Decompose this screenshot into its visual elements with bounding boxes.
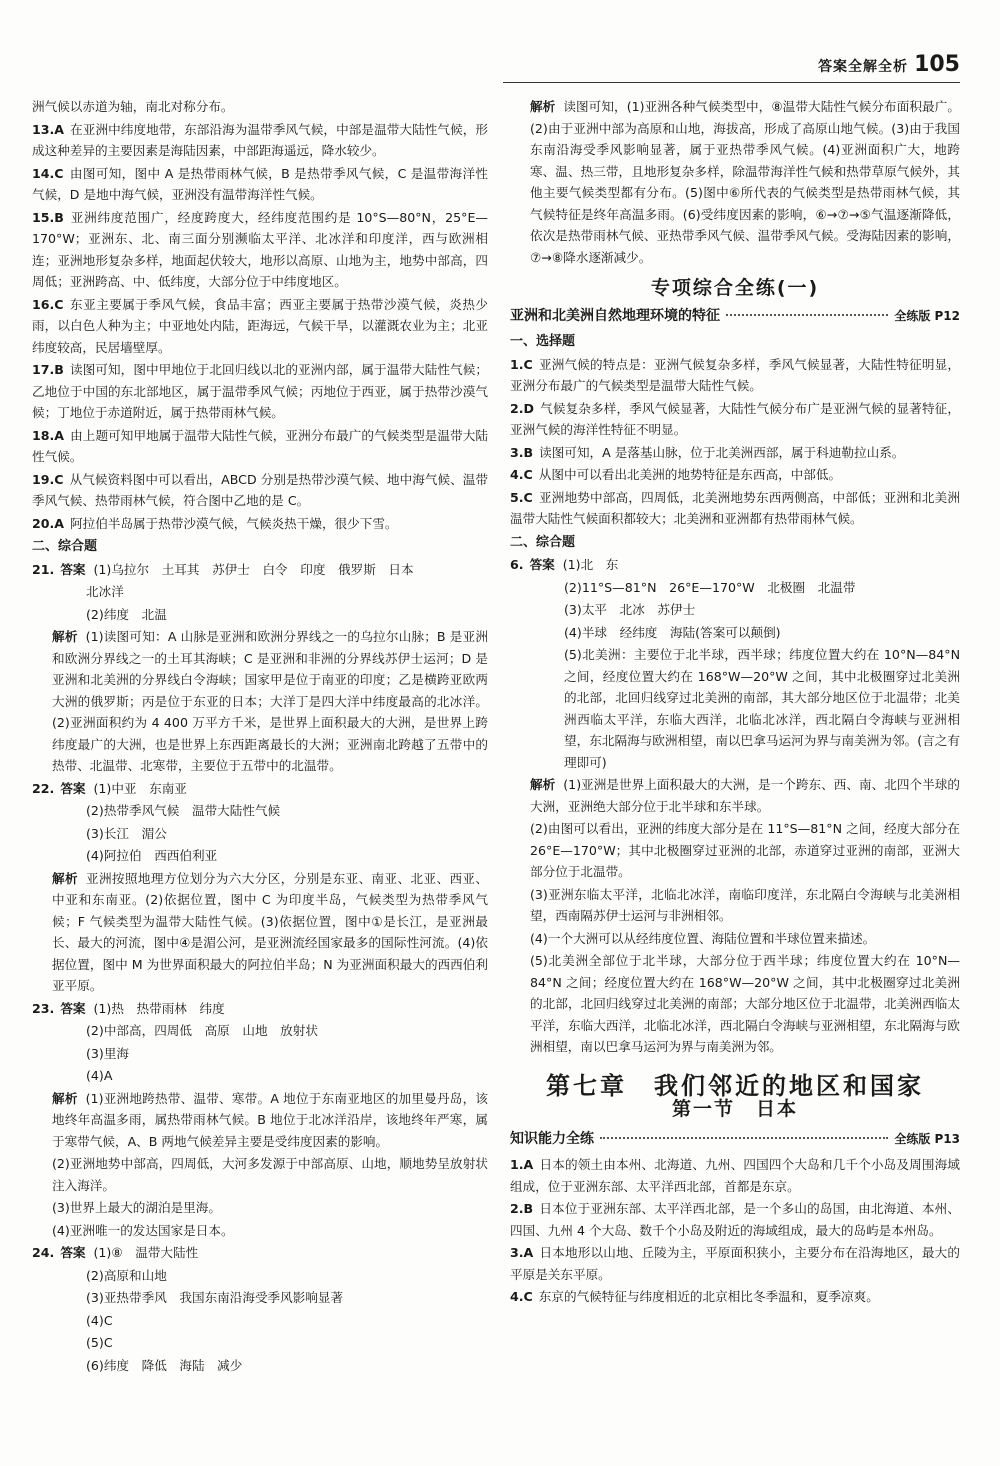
question-24-analysis <box>510 96 960 268</box>
answer-number: 4.C <box>510 467 533 482</box>
analysis-tag: 解析 <box>52 1090 78 1106</box>
intro-text: 洲气候以赤道为轴，南北对称分布。 <box>32 99 234 114</box>
answer-line: (1)⑧ 温带大陆性 <box>93 1245 199 1260</box>
question-23-answer <box>32 998 488 1020</box>
header-rule <box>503 82 960 83</box>
answer-text: 亚洲地势中部高，四周低，北美洲地势东西两侧高，中部低；亚洲和北美洲温带大陆性气候面积都较大；北美洲和亚洲都有热带雨林气候。 <box>510 489 960 526</box>
analysis-line: (2)由图可以看出，亚洲的纬度大部分是在 11°S—81°N 之间，经度大部分在 26°E—170°W；其中北极圈穿过亚洲的北部，赤道穿过亚洲的南部，亚洲大部分位于北温带。 <box>530 821 960 879</box>
answer-text: 日本的领土由本州、北海道、九州、四国四个大岛和几千个小岛及周围海域组成，位于亚洲东部、太平洋西北部，首都是东京。 <box>510 1157 960 1194</box>
chapter-title: 第七章 我们邻近的地区和国家 <box>546 1071 924 1100</box>
question-23-analysis <box>32 1088 488 1153</box>
question-6-analysis <box>510 774 960 817</box>
analysis-line: (3)世界上最大的湖泊是里海。 <box>52 1200 221 1215</box>
dot-leader <box>600 1137 888 1139</box>
analysis-line: (4)一个大洲可以从经纬度位置、海陆位置和半球位置来描述。 <box>530 930 876 946</box>
topic-ref: 全练版 P12 <box>894 308 960 323</box>
answer-number: 17.B <box>32 362 64 377</box>
question-22-answer <box>32 778 488 800</box>
answer-number: 18.A <box>32 427 65 443</box>
answer-line: (2)热带季风气候 温带大陆性气候 <box>86 803 281 818</box>
answer-number: 15.B <box>32 209 64 225</box>
question-21-answer <box>32 559 488 581</box>
answer-13 <box>32 119 488 162</box>
question-24-answer <box>32 1242 488 1264</box>
answer-line: (3)长江 湄公 <box>86 825 167 841</box>
topic-title: 知识能力全练 <box>510 1130 594 1147</box>
analysis-text: (1)亚洲是世界上面积最大的大洲，是一个跨东、西、南、北四个半球的大洲，亚洲绝大部分位于北半球和东半球。 <box>530 777 961 814</box>
answer-text: 读图可知，图中甲地位于北回归线以北的亚洲内部，属于温带大陆性气候；乙地位于中国的东北部地区，属于温带季风气候；丙地位于西亚，属于热带沙漠气候；丁地位于赤道附近，属于热带雨林气候。 <box>32 362 488 420</box>
answer-tag: 答案 <box>529 557 555 572</box>
answer-number: 2.D <box>510 400 535 416</box>
answer-15 <box>32 207 488 293</box>
answer-text: 日本地形以山地、丘陵为主，平原面积狭小，主要分布在沿海地区，最大的平原是关东平原。 <box>510 1245 960 1282</box>
section-heading: 一、选择题 <box>510 334 576 349</box>
answer-3 <box>510 1242 960 1285</box>
topic-ref: 全练版 P13 <box>894 1131 960 1146</box>
answer-number: 19.C <box>32 471 64 487</box>
answer-line: (4)A <box>86 1068 113 1083</box>
answer-4 <box>510 464 960 486</box>
page-header <box>818 52 960 77</box>
answer-tag: 答案 <box>60 780 86 796</box>
right-column <box>510 96 960 1309</box>
answer-line: (2)11°S—81°N 26°E—170°W 北极圈 北温带 <box>564 579 856 595</box>
answer-line: (2)中部高，四周低 高原 山地 放射状 <box>86 1023 318 1038</box>
answer-text: 读图可知，A 是落基山脉，位于北美洲西部，属于科迪勒拉山系。 <box>539 444 905 460</box>
answer-text: 在亚洲中纬度地带，东部沿海为温带季风气候，中部是温带大陆性气候，形成这种差异的主要因素是海陆因素，中部距海遥远，降水较少。 <box>32 121 488 158</box>
analysis-tag: 解析 <box>530 99 556 114</box>
topic-line <box>510 306 960 328</box>
answer-text: 亚洲纬度范围广，经度跨度大，经纬度范围约是 10°S—80°N，25°E—170°W；亚洲东、北、南三面分别濒临太平洋、北冰洋和印度洋，西与欧洲相连；亚洲地形复杂多样，地面起伏较大，地形以高原、山地为主，地势中部高，四周低；亚洲跨高、中、低纬度，大部分位于中纬度地区。 <box>32 209 488 289</box>
answer-line: 北冰洋 <box>86 584 124 599</box>
analysis-line: (3)亚洲东临太平洋，北临北冰洋，南临印度洋，东北隔白令海峡与北美洲相望，西南隔苏伊士运河与非洲相邻。 <box>530 886 960 923</box>
answer-line: (2)高原和山地 <box>86 1267 167 1283</box>
analysis-tag: 解析 <box>530 777 556 792</box>
answer-number: 14.C <box>32 165 64 181</box>
question-number: 22. <box>32 780 55 796</box>
answer-line: (5)C <box>86 1335 113 1350</box>
answer-3 <box>510 442 960 464</box>
answer-19 <box>32 469 488 512</box>
answer-17 <box>32 359 488 424</box>
left-column <box>32 96 488 1377</box>
answer-text: 从图中可以看出北美洲的地势特征是东西高，中部低。 <box>538 467 842 482</box>
answer-text: 亚洲气候的特点是：亚洲气候复杂多样，季风气候显著，大陆性特征明显，亚洲分布最广的气候类型是温带大陆性气候。 <box>510 356 960 393</box>
answer-number: 13.A <box>32 121 65 137</box>
question-6-answer <box>510 554 960 576</box>
answer-2 <box>510 398 960 441</box>
answer-text: 由图可知，图中 A 是热带雨林气候，B 是热带季风气候，C 是温带海洋性气候，D 是地中海气候，亚洲没有温带海洋性气候。 <box>32 165 488 202</box>
answer-number: 16.C <box>32 296 64 312</box>
analysis-text: (1)亚洲地跨热带、温带、寒带。A 地位于东南亚地区的加里曼丹岛，该地终年高温多雨，属热带雨林气候。B 地位于北冰洋沿岸，该地终年严寒，属于寒带气候，A、B 两地气候差异主要是受纬度因素的影响。 <box>52 1090 488 1149</box>
question-21-analysis <box>32 626 488 777</box>
answer-number: 20.A <box>32 515 65 531</box>
question-number: 21. <box>32 561 55 577</box>
question-number: 24. <box>32 1245 55 1260</box>
answer-line: (1)乌拉尔 土耳其 苏伊士 白令 印度 俄罗斯 日本 <box>93 561 414 577</box>
analysis-line: (2)亚洲地势中部高，四周低，大河多发源于中部高原、山地，顺地势呈放射状注入海洋。 <box>52 1156 488 1193</box>
answer-2 <box>510 1198 960 1241</box>
answer-line: (1)热 热带雨林 纬度 <box>93 1000 225 1016</box>
dot-leader <box>726 314 888 316</box>
answer-number: 1.A <box>510 1157 534 1172</box>
answer-line: (4)半球 经纬度 海陆(答案可以颠倒) <box>564 624 781 640</box>
topic-title: 亚洲和北美洲自然地理环境的特征 <box>510 307 720 324</box>
analysis-line: (4)亚洲唯一的发达国家是日本。 <box>52 1222 234 1238</box>
answer-text: 从气候资料图中可以看出，ABCD 分别是热带沙漠气候、地中海气候、温带季风气候、热带雨林气候，符合图中乙地的是 C。 <box>32 471 488 508</box>
answer-5 <box>510 487 960 530</box>
answer-line: (2)纬度 北温 <box>86 606 167 622</box>
header-title: 答案全解全析 <box>818 59 909 75</box>
answer-18 <box>32 425 488 468</box>
answer-20 <box>32 513 488 535</box>
answer-1 <box>510 1154 960 1197</box>
answer-line: (3)里海 <box>86 1045 130 1061</box>
answer-14 <box>32 163 488 206</box>
question-number: 6. <box>510 557 524 572</box>
answer-text: 由上题可知甲地属于温带大陆性气候，亚洲分布最广的气候类型是温带大陆性气候。 <box>32 427 488 464</box>
answer-line: (3)亚热带季风 我国东南沿海受季风影响显著 <box>86 1290 344 1305</box>
answer-text: 阿拉伯半岛属于热带沙漠气候，气候炎热干燥，很少下雪。 <box>70 515 398 531</box>
practice-banner: 专项综合全练(一) <box>650 277 820 299</box>
answer-line: (4)阿拉伯 西西伯利亚 <box>86 848 218 863</box>
analysis-tag: 解析 <box>52 629 78 644</box>
section-heading: 二、综合题 <box>32 539 98 554</box>
analysis-tag: 解析 <box>52 870 78 886</box>
answer-1 <box>510 354 960 397</box>
page-number: 105 <box>914 52 960 77</box>
answer-text: 东亚主要属于季风气候，食品丰富；西亚主要属于热带沙漠气候，炎热少雨，以白色人种为主；中亚地处内陆，距海远，气候干旱，以灌溉农业为主；北亚纬度较高，民居墙壁厚。 <box>32 296 488 355</box>
topic-line <box>510 1129 960 1151</box>
analysis-line: (5)北美洲全部位于北半球，大部分位于西半球；纬度位置大约在 10°N—84°N 之间；经度位置大约在 168°W—20°W 之间，其中北极圈穿过北美洲的北部，北回归线穿过北美洲的南部；大部分地区位于北温带，北美洲西临太平洋，东临大西洋，北临北冰洋，西北隔白令海峡与亚洲相望，东北隔海与欧洲相望，南以巴拿马运河为界与南美洲为邻。 <box>530 953 960 1054</box>
answer-4 <box>510 1286 960 1308</box>
answer-line: (5)北美洲：主要位于北半球，西半球；纬度位置大约在 10°N—84°N 之间，经度位置大约在 168°W—20°W 之间，其中北极圈穿过北美洲的北部，北回归线穿过北美洲的南部，其大部分地区位于北温带；北美洲西临太平洋，东临大西洋，北临北冰洋，西北隔白令海峡与亚洲相望，东北隔海与欧洲相望，南以巴拿马运河为界与南美洲为邻。(言之有理即可) <box>564 647 960 770</box>
analysis-text: (1)读图可知：A 山脉是亚洲和欧洲分界线之一的乌拉尔山脉；B 是亚洲和欧洲分界线之一的土耳其海峡；C 是亚洲和非洲的分界线苏伊士运河；D 是亚洲和北美洲的分界线白令海峡；国家甲是位于南亚的印度；乙是横跨亚欧两大洲的俄罗斯；丙是位于东亚的日本；大洋丁是四大洋中纬度最高的北冰洋。(2)亚洲面积约为 4 400 万平方千米，是世界上面积最大的大洲，是世界上跨纬度最广的大洲，也是世界上东西距离最长的大洲；亚洲南北跨越了五带中的热带、北温带、北寒带，主要位于五带中的北温带。 <box>52 629 489 773</box>
question-number: 23. <box>32 1000 55 1016</box>
answer-number: 1.C <box>510 356 533 372</box>
answer-line: (6)纬度 降低 海陆 减少 <box>86 1357 243 1373</box>
answer-text: 日本位于亚洲东部、太平洋西北部，是一个多山的岛国，由北海道、本州、四国、九州 4 个大岛、数千个小岛及附近的海域组成，最大的岛屿是本州岛。 <box>510 1201 960 1238</box>
answer-line: (4)C <box>86 1312 113 1328</box>
answer-16 <box>32 294 488 359</box>
question-22-analysis <box>32 868 488 997</box>
answer-number: 4.C <box>510 1289 533 1304</box>
answer-text: 东京的气候特征与纬度相近的北京相比冬季温和，夏季凉爽。 <box>538 1289 879 1304</box>
answer-number: 5.C <box>510 489 533 505</box>
answer-number: 3.A <box>510 1245 534 1260</box>
answer-number: 3.B <box>510 444 534 460</box>
answer-line: (1)北 东 <box>562 557 619 572</box>
answer-line: (3)太平 北冰 苏伊士 <box>564 602 696 617</box>
analysis-text: 读图可知，(1)亚洲各种气候类型中，⑧温带大陆性气候分布面积最广。(2)由于亚洲中部为高原和山地，海拔高，形成了高原山地气候。(3)由于我国东南沿海受季风影响显著，属于亚热带季风气候。(4)亚洲面积广大，地跨寒、温、热三带，且地形复杂多样，除温带海洋性气候和热带草原气候外，其他主要气候类型都有分布。(5)图中⑥所代表的气候类型是热带雨林气候，其气候特征是终年高温多雨。(6)受纬度因素的影响，⑥→⑦→⑤气温逐渐降低，依次是热带雨林气候、亚热带季风气候、温带季风气候。受海陆因素的影响，⑦→⑧降水逐渐减少。 <box>530 99 960 265</box>
answer-text: 气候复杂多样，季风气候显著，大陆性气候分布广是亚洲气候的显著特征，亚洲气候的海洋性特征不明显。 <box>510 400 960 437</box>
section-title: 第一节 日本 <box>671 1098 798 1120</box>
answer-tag: 答案 <box>60 1000 86 1016</box>
section-heading: 二、综合题 <box>510 534 576 550</box>
answer-tag: 答案 <box>60 561 86 577</box>
analysis-text: 亚洲按照地理方位划分为六大分区，分别是东亚、南亚、北亚、西亚、中亚和东南亚。(2)依据位置，图中 C 为印度半岛，气候类型为热带季风气候；F 气候类型为温带大陆性气候。(3)依据位置，图中①是长江，是亚洲最长、最大的河流，图中④是湄公河，是亚洲流经国家最多的国际性河流。(4)依据位置，图中 M 为世界面积最大的阿拉伯半岛；N 为亚洲面积最大的西西伯利亚平原。 <box>52 870 489 993</box>
answer-line: (1)中亚 东南亚 <box>93 780 187 796</box>
answer-number: 2.B <box>510 1201 534 1216</box>
answer-tag: 答案 <box>60 1245 86 1260</box>
